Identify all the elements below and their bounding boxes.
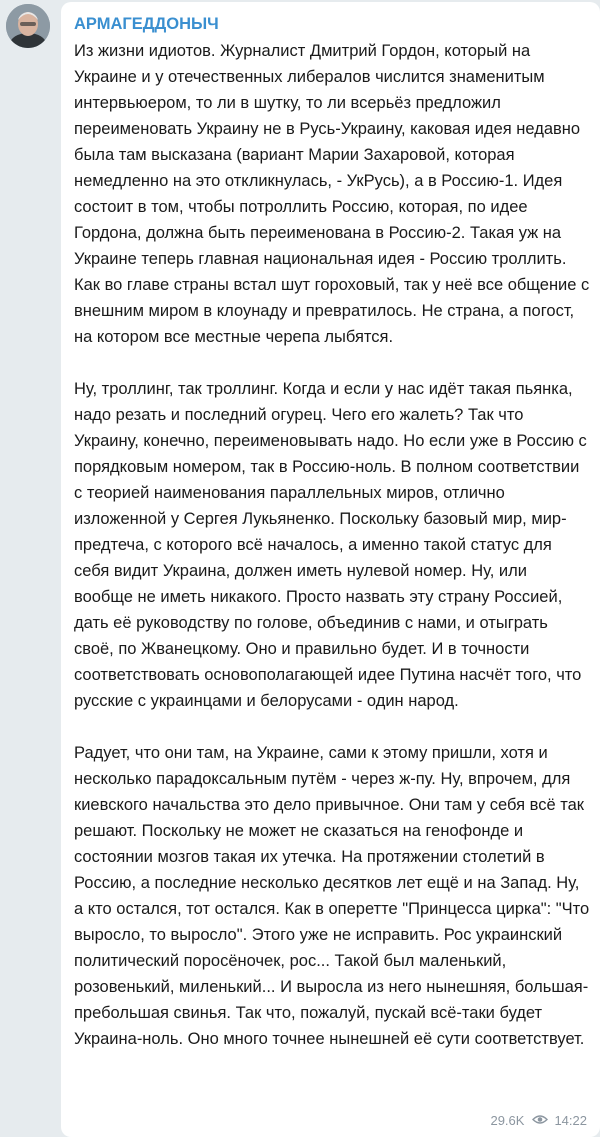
message-meta [490, 1113, 587, 1129]
message-paragraph: Радует, что они там, на Украине, сами к этому пришли, хотя и несколько парадоксальным путём - через ж-пу. Ну, впрочем, для киевского начальства это дело привычное. Они там у себя всё так решают. Поскольку не может не сказаться на генофонде и состоянии мозгов такая их утечка. На протяжении столетий в Россию, а последние несколько десятков лет ещё и на Запад. Ну, а кто остался, тот остался. Как в оперетте "Принцесса цирка": "Что выросло, то выросло". Этого уже не исправить. Рос украинский политический поросёночек, рос... Такой был маленький, розовенький, миленький... И выросла из него нынешняя, большая-пребольшая свинья. Так что, пожалуй, пускай всё-таки будет Украина-ноль. Оно много точнее нынешней её сути соответствует. [74, 744, 590, 1048]
message-paragraph: Ну, троллинг, так троллинг. Когда и если у нас идёт такая пьянка, надо резать и последний огурец. Чего его жалеть? Так что Украину, конечно, переименовывать надо. Но если уже в Россию с порядковым номером, так в Россию-ноль. В полном соответствии с теорией наименования параллельных миров, отлично изложенной у Сергея Лукьяненко. Поскольку базовый мир, мир-предтеча, с которого всё началось, а именно такой статус для себя видит Украина, должен иметь нулевой номер. Ну, или вообще не иметь никакого. Просто назвать эту страну Россией, дать её руководству по голове, объединив с нами, и отыграть своё, по Жванецкому. Оно и правильно будет. И в точности соответствовать основополагающей идее Путина насчёт того, что русские с украинцами и белорусами - один народ. [74, 380, 587, 710]
avatar[interactable] [6, 4, 50, 48]
message-bubble [61, 2, 600, 1137]
view-count: 29.6K [490, 1113, 525, 1128]
message-text [74, 38, 590, 1052]
message-paragraph: Из жизни идиотов. Журналист Дмитрий Гордон, который на Украине и у отечественных либералов числится знаменитым интервьюером, то ли в шутку, то ли всерьёз предложил переименовать Украину не в Русь-Украину, каковая идея недавно была там высказана (вариант Марии Захаровой, которая немедленно на это откликнулась, - УкРусь), а в Россию-1. Идея состоит в том, чтобы потроллить Россию, которая, по идее Гордона, должна быть переименована в Россию-2. Такая уж на Украине теперь главная национальная идея - Россию троллить. Как во главе страны встал шут гороховый, так у неё все общение с внешним миром в клоунаду и превратилось. Не страна, а погост, на котором все местные черепа лыбятся. [74, 42, 590, 346]
user-avatar-icon [6, 4, 50, 48]
message-time: 14:22 [554, 1113, 587, 1128]
eye-icon [532, 1113, 548, 1129]
author-name[interactable]: АРМАГЕДДОНЫЧ [74, 15, 219, 33]
